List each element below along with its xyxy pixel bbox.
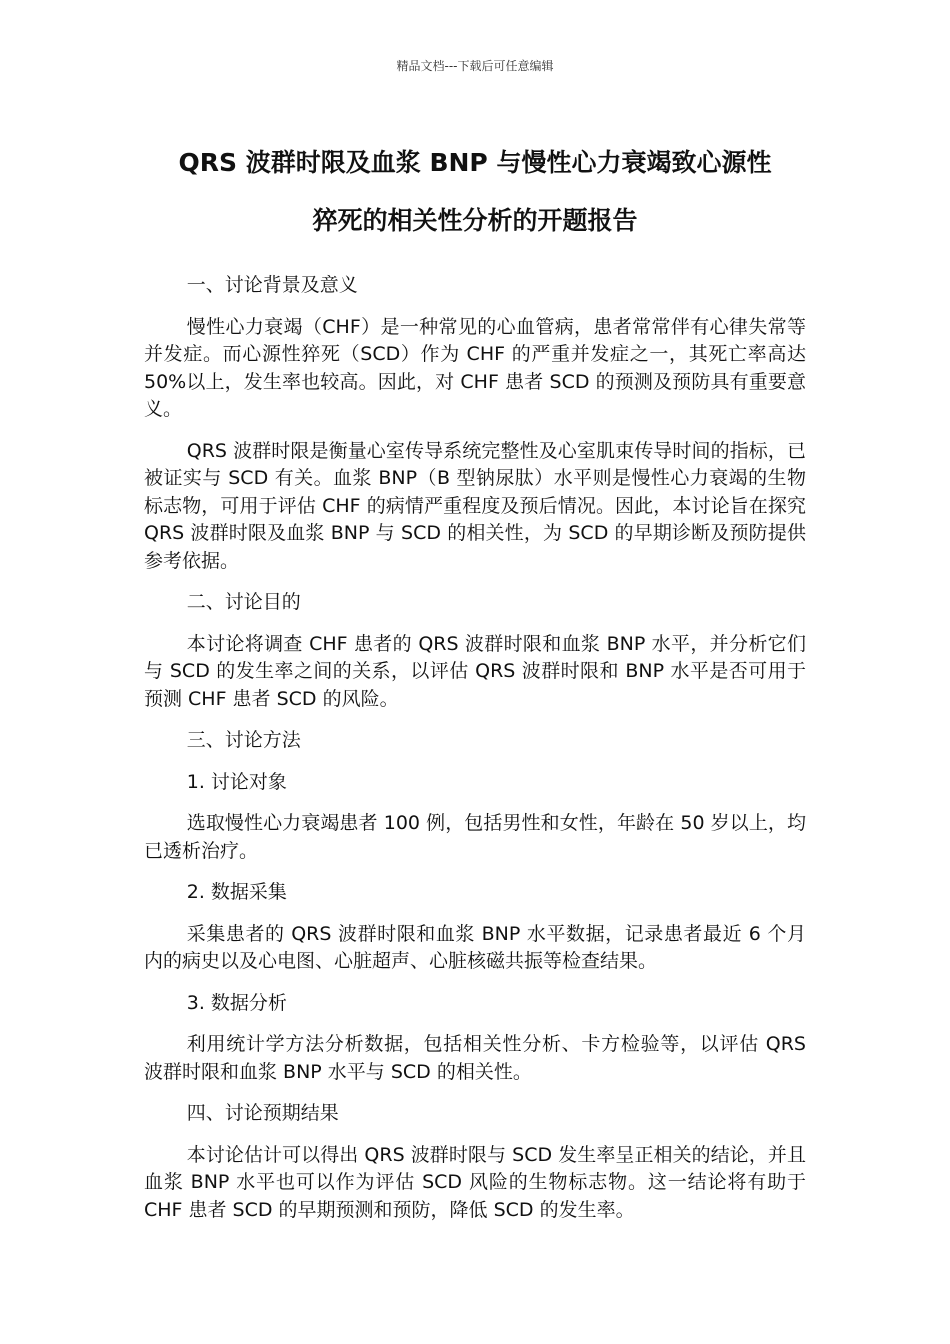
section-heading-background: 一、讨论背景及意义 — [186, 274, 358, 296]
document-title — [100, 134, 850, 250]
subheading-data-collection: 2. 数据采集 — [186, 881, 287, 903]
paragraph-background-2: QRS 波群时限是衡量心室传导系统完整性及心室肌束传导时间的指标，已被证实与 SCD 有关。血浆 BNP（B 型钠尿肽）水平则是慢性心力衰竭的生物标志物，可用于评估 CHF 的病情严重程度及预后情况。因此，本讨论旨在探究 QRS 波群时限及血浆 BNP 与 SCD 的相关性，为 SCD 的早期诊断及预防提供参考依据。 — [144, 439, 806, 572]
subheading-subjects: 1. 讨论对象 — [186, 770, 287, 793]
section-heading-methods: 三、讨论方法 — [186, 729, 301, 751]
paragraph-data-analysis: 利用统计学方法分析数据，包括相关性分析、卡方检验等，以评估 QRS 波群时限和血浆 BNP 水平与 SCD 的相关性。 — [144, 1033, 806, 1083]
paragraph-subjects: 选取慢性心力衰竭患者 100 例，包括男性和女性，年龄在 50 岁以上，均已透析治疗。 — [144, 812, 806, 862]
header-note: 精品文档---下载后可任意编辑 — [396, 59, 554, 73]
section-heading-expected-results: 四、讨论预期结果 — [186, 1102, 339, 1124]
section-heading-purpose: 二、讨论目的 — [186, 591, 301, 613]
title-line-2: 猝死的相关性分析的开题报告 — [312, 206, 638, 235]
paragraph-background-1: 慢性心力衰竭（CHF）是一种常见的心血管病，患者常常伴有心律失常等并发症。而心源性猝死（SCD）作为 CHF 的严重并发症之一，其死亡率高达 50%以上，发生率也较高。因此，对 CHF 患者 SCD 的预测及预防具有重要意义。 — [144, 315, 806, 420]
title-line-1: QRS 波群时限及血浆 BNP 与慢性心力衰竭致心源性 — [178, 148, 772, 177]
paragraph-purpose: 本讨论将调查 CHF 患者的 QRS 波群时限和血浆 BNP 水平，并分析它们与 SCD 的发生率之间的关系，以评估 QRS 波群时限和 BNP 水平是否可用于预测 CHF 患者 SCD 的风险。 — [144, 632, 806, 710]
paragraph-expected-results: 本讨论估计可以得出 QRS 波群时限与 SCD 发生率呈正相关的结论，并且血浆 BNP 水平也可以作为评估 SCD 风险的生物标志物。这一结论将有助于 CHF 患者 SCD 的早期预测和预防，降低 SCD 的发生率。 — [144, 1143, 806, 1221]
paragraph-data-collection: 采集患者的 QRS 波群时限和血浆 BNP 水平数据，记录患者最近 6 个月内的病史以及心电图、心脏超声、心脏核磁共振等检查结果。 — [144, 922, 806, 972]
document-body — [144, 272, 806, 1238]
subheading-data-analysis: 3. 数据分析 — [186, 991, 287, 1014]
